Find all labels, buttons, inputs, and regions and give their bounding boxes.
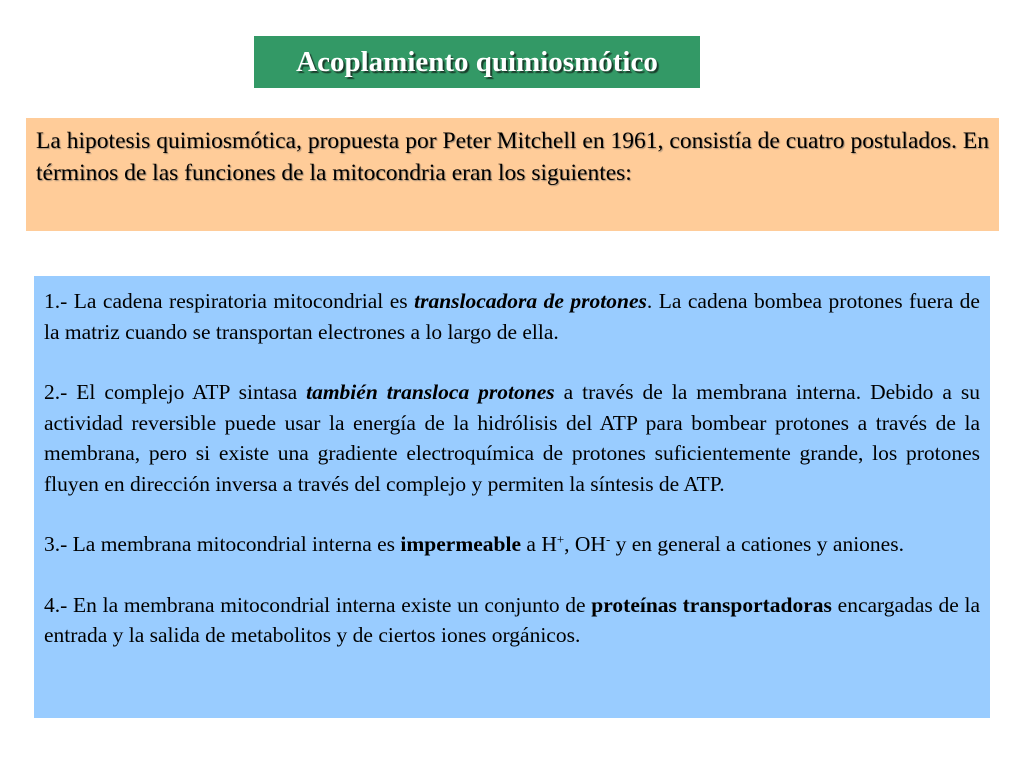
- postulates-box: [34, 276, 990, 718]
- postulate-4: [44, 590, 980, 651]
- postulate-1-text: 1.- La cadena respiratoria mitocondrial es: [44, 289, 415, 313]
- postulate-1: [44, 286, 980, 347]
- postulate-3-sup-minus: -: [605, 532, 611, 547]
- postulate-3-text: 3.- La membrana mitocondrial interna es: [44, 532, 401, 556]
- postulate-4-rest: encargadas de la entrada y la salida de metabolitos y de ciertos iones orgánicos.: [44, 592, 980, 647]
- intro-text: La hipotesis quimiosmótica, propuesta por Peter Mitchell en 1961, consistía de cuatro postulados. En términos de las funciones de la mitocondria eran los siguientes:: [36, 128, 989, 186]
- postulate-3-rest: y en general a cationes y aniones.: [610, 532, 904, 556]
- postulate-1-emphasis: translocadora de protones: [414, 289, 647, 313]
- postulate-2-rest: a través de la membrana interna. Debido a su actividad reversible puede usar la energía de la hidrólisis del ATP para bombear protones a través de la membrana, pero si existe una gradiente electroquímica de protones suficientemente grande, los protones fluyen en dirección inversa a través del complejo y permiten la síntesis de ATP.: [44, 380, 980, 496]
- postulate-3: [44, 529, 980, 560]
- intro-box: [26, 118, 999, 231]
- postulate-4-text: 4.- En la membrana mitocondrial interna existe un conjunto de: [44, 592, 592, 617]
- postulate-1-rest: . La cadena bombea protones fuera de la matriz cuando se transportan electrones a lo largo de ella.: [44, 289, 980, 344]
- postulate-4-emphasis: proteínas transportadoras: [591, 592, 832, 617]
- title-banner: [254, 36, 700, 88]
- postulate-3-emphasis: impermeable: [400, 532, 522, 556]
- postulate-2: [44, 377, 980, 499]
- postulate-3-ion-oh: , OH: [564, 532, 606, 556]
- postulate-2-text: 2.- El complejo ATP sintasa: [44, 380, 307, 404]
- postulate-2-emphasis: también transloca protones: [306, 380, 555, 404]
- postulate-3-sup-plus: +: [556, 532, 565, 547]
- slide-title: Acoplamiento quimiosmótico: [296, 45, 658, 78]
- postulate-3-ion-h: a H: [521, 532, 557, 556]
